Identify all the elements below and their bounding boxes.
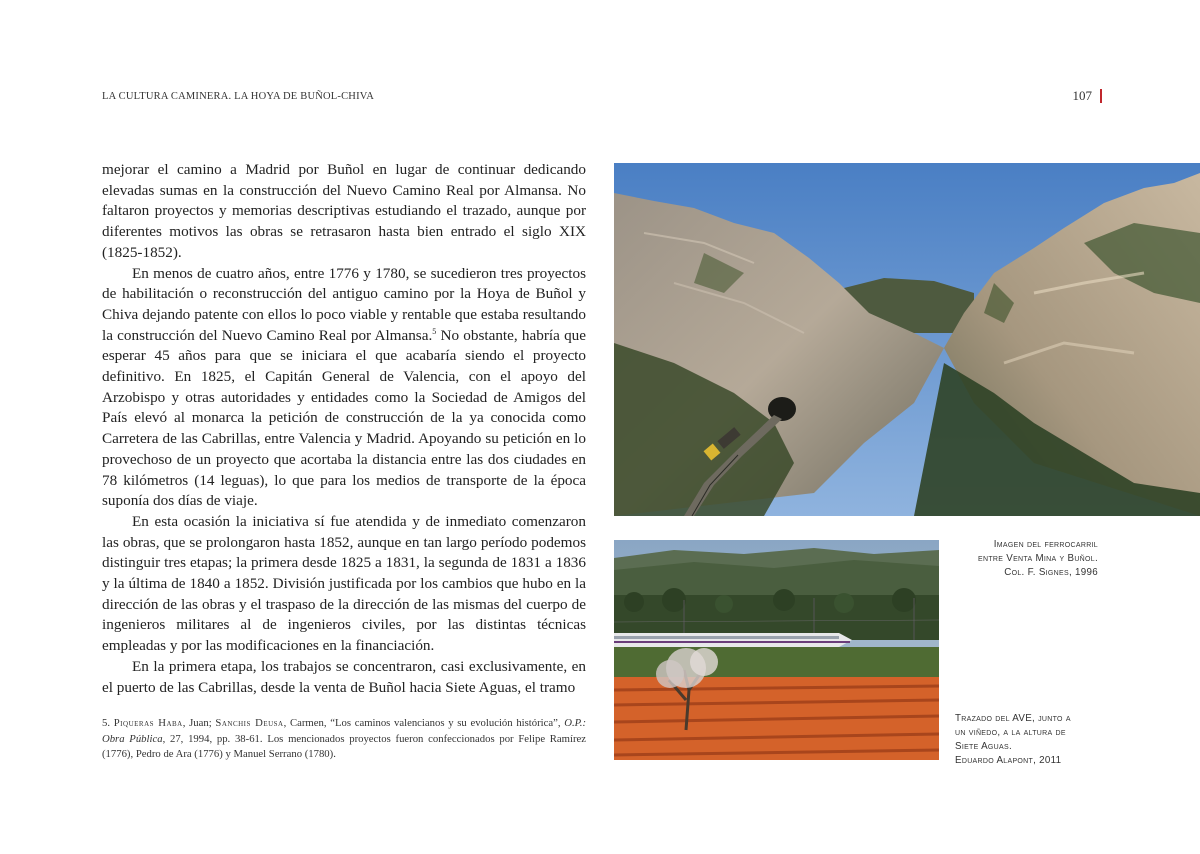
photo-railway-gorge	[614, 163, 1200, 516]
page-number	[1073, 88, 1103, 104]
caption-top-line-3: Col. F. Signes, 1996	[1004, 567, 1098, 578]
footnote-author-1-given: , Juan;	[182, 717, 216, 729]
caption-top-photo	[945, 538, 1098, 580]
paragraph-1: mejorar el camino a Madrid por Buñol en lugar de continuar dedicando elevadas sumas en la construcción del Nuevo Camino Real por Almansa. No faltaron proyectos y memorias descriptivas estudiando el trazado, aunque por diferentes motivos las obras se retrasaron hasta bien entrado el siglo XIX (1825-1852).	[102, 161, 586, 261]
footnote-author-2-given: , Carmen,	[283, 717, 331, 729]
caption-bottom-photo	[955, 712, 1105, 768]
running-head: LA CULTURA CAMINERA. LA HOYA DE BUÑOL-CHIVA	[102, 91, 374, 102]
main-text	[102, 160, 586, 698]
paragraph-2-part-a: En menos de cuatro años, entre 1776 y 1780, se sucedieron tres proyectos de habilitación o reconstrucción del antiguo camino por la Hoya de Buñol y Chiva dejando patente con ellos lo poco viable y rentable que estaba resultando la construcción del Nuevo Camino Real por Almansa.	[102, 264, 586, 344]
paragraph-3: En esta ocasión la iniciativa sí fue atendida y de inmediato comenzaron las obras, que se prolongaron hasta 1852, aunque en tan largo período podemos distinguir tres etapas; la primera desde 1825 a 1831, la segunda de 1831 a 1836 y la última de 1840 a 1852. División justificada por los cambios que hubo en la dirección de las obras y el traspaso de la dirección de las mismas del cuerpo de ingenieros militares al de ingenieros civiles, por las distintas técnicas empleadas y por las modificaciones en la financiación.	[102, 512, 586, 655]
paragraph-2	[102, 264, 586, 512]
caption-bottom-line-2: un viñedo, a la altura de	[955, 727, 1066, 738]
footnote-author-1: Piqueras Haba	[113, 717, 183, 729]
footnote-ref[interactable]: 5	[432, 326, 437, 336]
photo-ave-vineyard	[614, 540, 939, 760]
footnote-rest: , 27, 1994, pp. 38-61. Los mencionados proyectos fueron confeccionados por Felipe Ramírez (1776), Pedro de Ara (1776) y Manuel Serrano (1780).	[102, 732, 586, 761]
footnote-number: 5.	[102, 717, 111, 729]
caption-top-line-1: Imagen del ferrocarril	[993, 539, 1098, 550]
caption-bottom-line-4: Eduardo Alapont, 2011	[955, 755, 1062, 766]
caption-top-line-2: entre Venta Mina y Buñol.	[978, 553, 1098, 564]
accent-bar	[1100, 89, 1102, 103]
caption-bottom-line-3: Siete Aguas.	[955, 741, 1012, 752]
caption-bottom-line-1: Trazado del AVE, junto a	[955, 713, 1071, 724]
footnote	[102, 716, 586, 763]
footnote-author-2: Sanchis Deusa	[215, 717, 284, 729]
page-number-text: 107	[1072, 88, 1092, 103]
footnote-title: “Los caminos valencianos y su evolución histórica”,	[330, 717, 565, 729]
paragraph-2-part-b: No obstante, habría que esperar 45 años para que se iniciara el que acabaría siendo el proyecto definitivo. En 1825, el Capitán General de Valencia, con el apoyo del Arzobispo y otras autoridades y entidades como la Sociedad de Amigos del País elevó al monarca la petición de construcción de la ya conocida como Carretera de las Cabrillas, entre Valencia y Madrid. Apoyando su petición en lo provechoso de un proyecto que acortaba la distancia entre las dos ciudades en 78 kilómetros (14 leguas), lo que para los medios de transporte de la época suponía dos días de viaje.	[102, 326, 586, 510]
footnote-journal: O.P.: Obra Pública	[102, 717, 587, 745]
paragraph-4: En la primera etapa, los trabajos se concentraron, casi exclusivamente, en el puerto de las Cabrillas, desde la venta de Buñol hacia Siete Aguas, el tramo	[102, 657, 586, 696]
